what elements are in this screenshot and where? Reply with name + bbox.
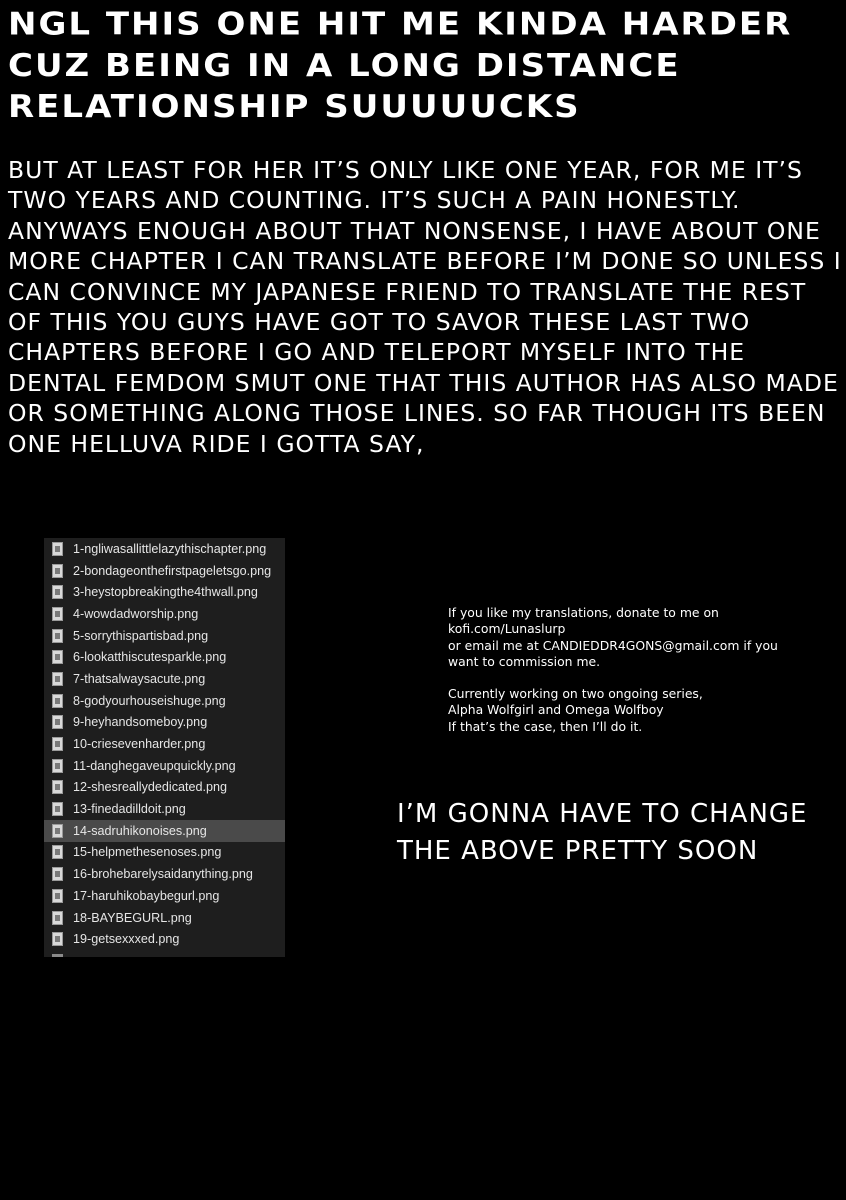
credits-commission-line: want to commission me. — [448, 653, 601, 669]
file-name: 12-shesreallydedicated.png — [73, 780, 228, 795]
headline: NGL THIS ONE HIT ME KINDA HARDER CUZ BEING IN A LONG DISTANCE RELATIONSHIP SUUUUUCKS — [8, 5, 793, 126]
file-list-item[interactable] — [44, 842, 285, 864]
image-file-icon — [52, 911, 63, 925]
credits-tagline: If that’s the case, then I’ll do it. — [448, 718, 643, 734]
file-name: 19-getsexxxed.png — [73, 932, 180, 947]
image-file-icon — [52, 629, 63, 643]
file-list-item[interactable] — [44, 863, 285, 885]
image-file-icon — [52, 715, 63, 729]
file-list-overflow-indicator — [52, 954, 63, 957]
image-file-icon — [52, 845, 63, 859]
file-name: 14-sadruhikonoises.png — [73, 823, 207, 838]
image-file-icon — [52, 542, 63, 556]
file-name: 10-criesevenharder.png — [73, 737, 206, 752]
file-list-item[interactable] — [44, 538, 285, 560]
file-name: 9-heyhandsomeboy.png — [73, 715, 208, 730]
credits-series-titles: Alpha Wolfgirl and Omega Wolfboy — [448, 702, 664, 718]
image-file-icon — [52, 802, 63, 816]
image-file-icon — [52, 824, 63, 838]
file-list-item[interactable] — [44, 646, 285, 668]
image-file-icon — [52, 607, 63, 621]
file-list-item[interactable] — [44, 733, 285, 755]
file-name: 3-heystopbreakingthe4thwall.png — [73, 585, 258, 600]
body-text: BUT AT LEAST FOR HER IT’S ONLY LIKE ONE YEAR, FOR ME IT’S TWO YEARS AND COUNTING. IT’S SUCH A PAIN HONESTLY. ANYWAYS ENOUGH ABOUT THAT NONSENSE, I HAVE ABOUT ONE MORE CHAPTER I CAN TRANSLATE BEFORE I’M DONE SO UNLESS I CAN CONVINCE MY JAPANESE FRIEND TO TRANSLATE THE REST OF THIS YOU GUYS HAVE GOT TO SAVOR THESE LAST TWO CHAPTERS BEFORE I GO AND TELEPORT MYSELF INTO THE DENTAL FEMDOM SMUT ONE THAT THIS AUTHOR HAS ALSO MADE OR SOMETHING ALONG THOSE LINES. SO FAR THOUGH ITS BEEN ONE HELLUVA RIDE I GOTTA SAY, — [8, 156, 842, 458]
file-name: 7-thatsalwaysacute.png — [73, 671, 206, 686]
file-name: 11-danghegaveupquickly.png — [73, 758, 236, 773]
file-list-item[interactable] — [44, 907, 285, 929]
file-list-item[interactable] — [44, 712, 285, 734]
image-file-icon — [52, 867, 63, 881]
image-file-icon — [52, 694, 63, 708]
file-list-item[interactable] — [44, 668, 285, 690]
file-name: 8-godyourhouseishuge.png — [73, 693, 226, 708]
file-list-item[interactable] — [44, 755, 285, 777]
file-list-item[interactable] — [44, 625, 285, 647]
file-list-item[interactable] — [44, 560, 285, 582]
credits-series-line: Currently working on two ongoing series, — [448, 686, 703, 702]
image-file-icon — [52, 737, 63, 751]
translator-credits — [448, 605, 838, 735]
file-name: 16-brohebarelysaidanything.png — [73, 867, 253, 882]
credits-kofi-link: kofi.com/Lunaslurp — [448, 621, 566, 637]
file-name: 18-BAYBEGURL.png — [73, 910, 192, 925]
file-list-panel — [44, 538, 285, 957]
credits-email-line: or email me at CANDIEDDR4GONS@gmail.com if you — [448, 637, 778, 653]
image-file-icon — [52, 889, 63, 903]
file-name: 4-wowdadworship.png — [73, 606, 199, 621]
image-file-icon — [52, 564, 63, 578]
credits-donate-line: If you like my translations, donate to me on — [448, 605, 719, 620]
file-name: 1-ngliwasallittlelazythischapter.png — [73, 541, 267, 556]
file-list-item[interactable] — [44, 885, 285, 907]
file-list-item[interactable] — [44, 820, 285, 842]
file-list-item[interactable] — [44, 798, 285, 820]
file-name: 2-bondageonthefirstpageletsgo.png — [73, 563, 272, 578]
image-file-icon — [52, 780, 63, 794]
image-file-icon — [52, 585, 63, 599]
image-file-icon — [52, 650, 63, 664]
file-list-item[interactable] — [44, 928, 285, 950]
file-name: 13-finedadilldoit.png — [73, 802, 186, 817]
image-file-icon — [52, 932, 63, 946]
credits-spacer — [448, 670, 838, 686]
file-name: 15-helpmethesenoses.png — [73, 845, 222, 860]
file-name: 5-sorrythispartisbad.png — [73, 628, 209, 643]
image-file-icon — [52, 672, 63, 686]
change-note: I’M GONNA HAVE TO CHANGE THE ABOVE PRETTY SOON — [397, 799, 808, 866]
file-list — [44, 538, 285, 950]
image-file-icon — [52, 759, 63, 773]
file-list-item[interactable] — [44, 777, 285, 799]
file-list-item[interactable] — [44, 581, 285, 603]
file-list-item[interactable] — [44, 690, 285, 712]
file-name: 6-lookatthiscutesparkle.png — [73, 650, 227, 665]
file-list-item[interactable] — [44, 603, 285, 625]
file-name: 17-haruhikobaybegurl.png — [73, 888, 220, 903]
